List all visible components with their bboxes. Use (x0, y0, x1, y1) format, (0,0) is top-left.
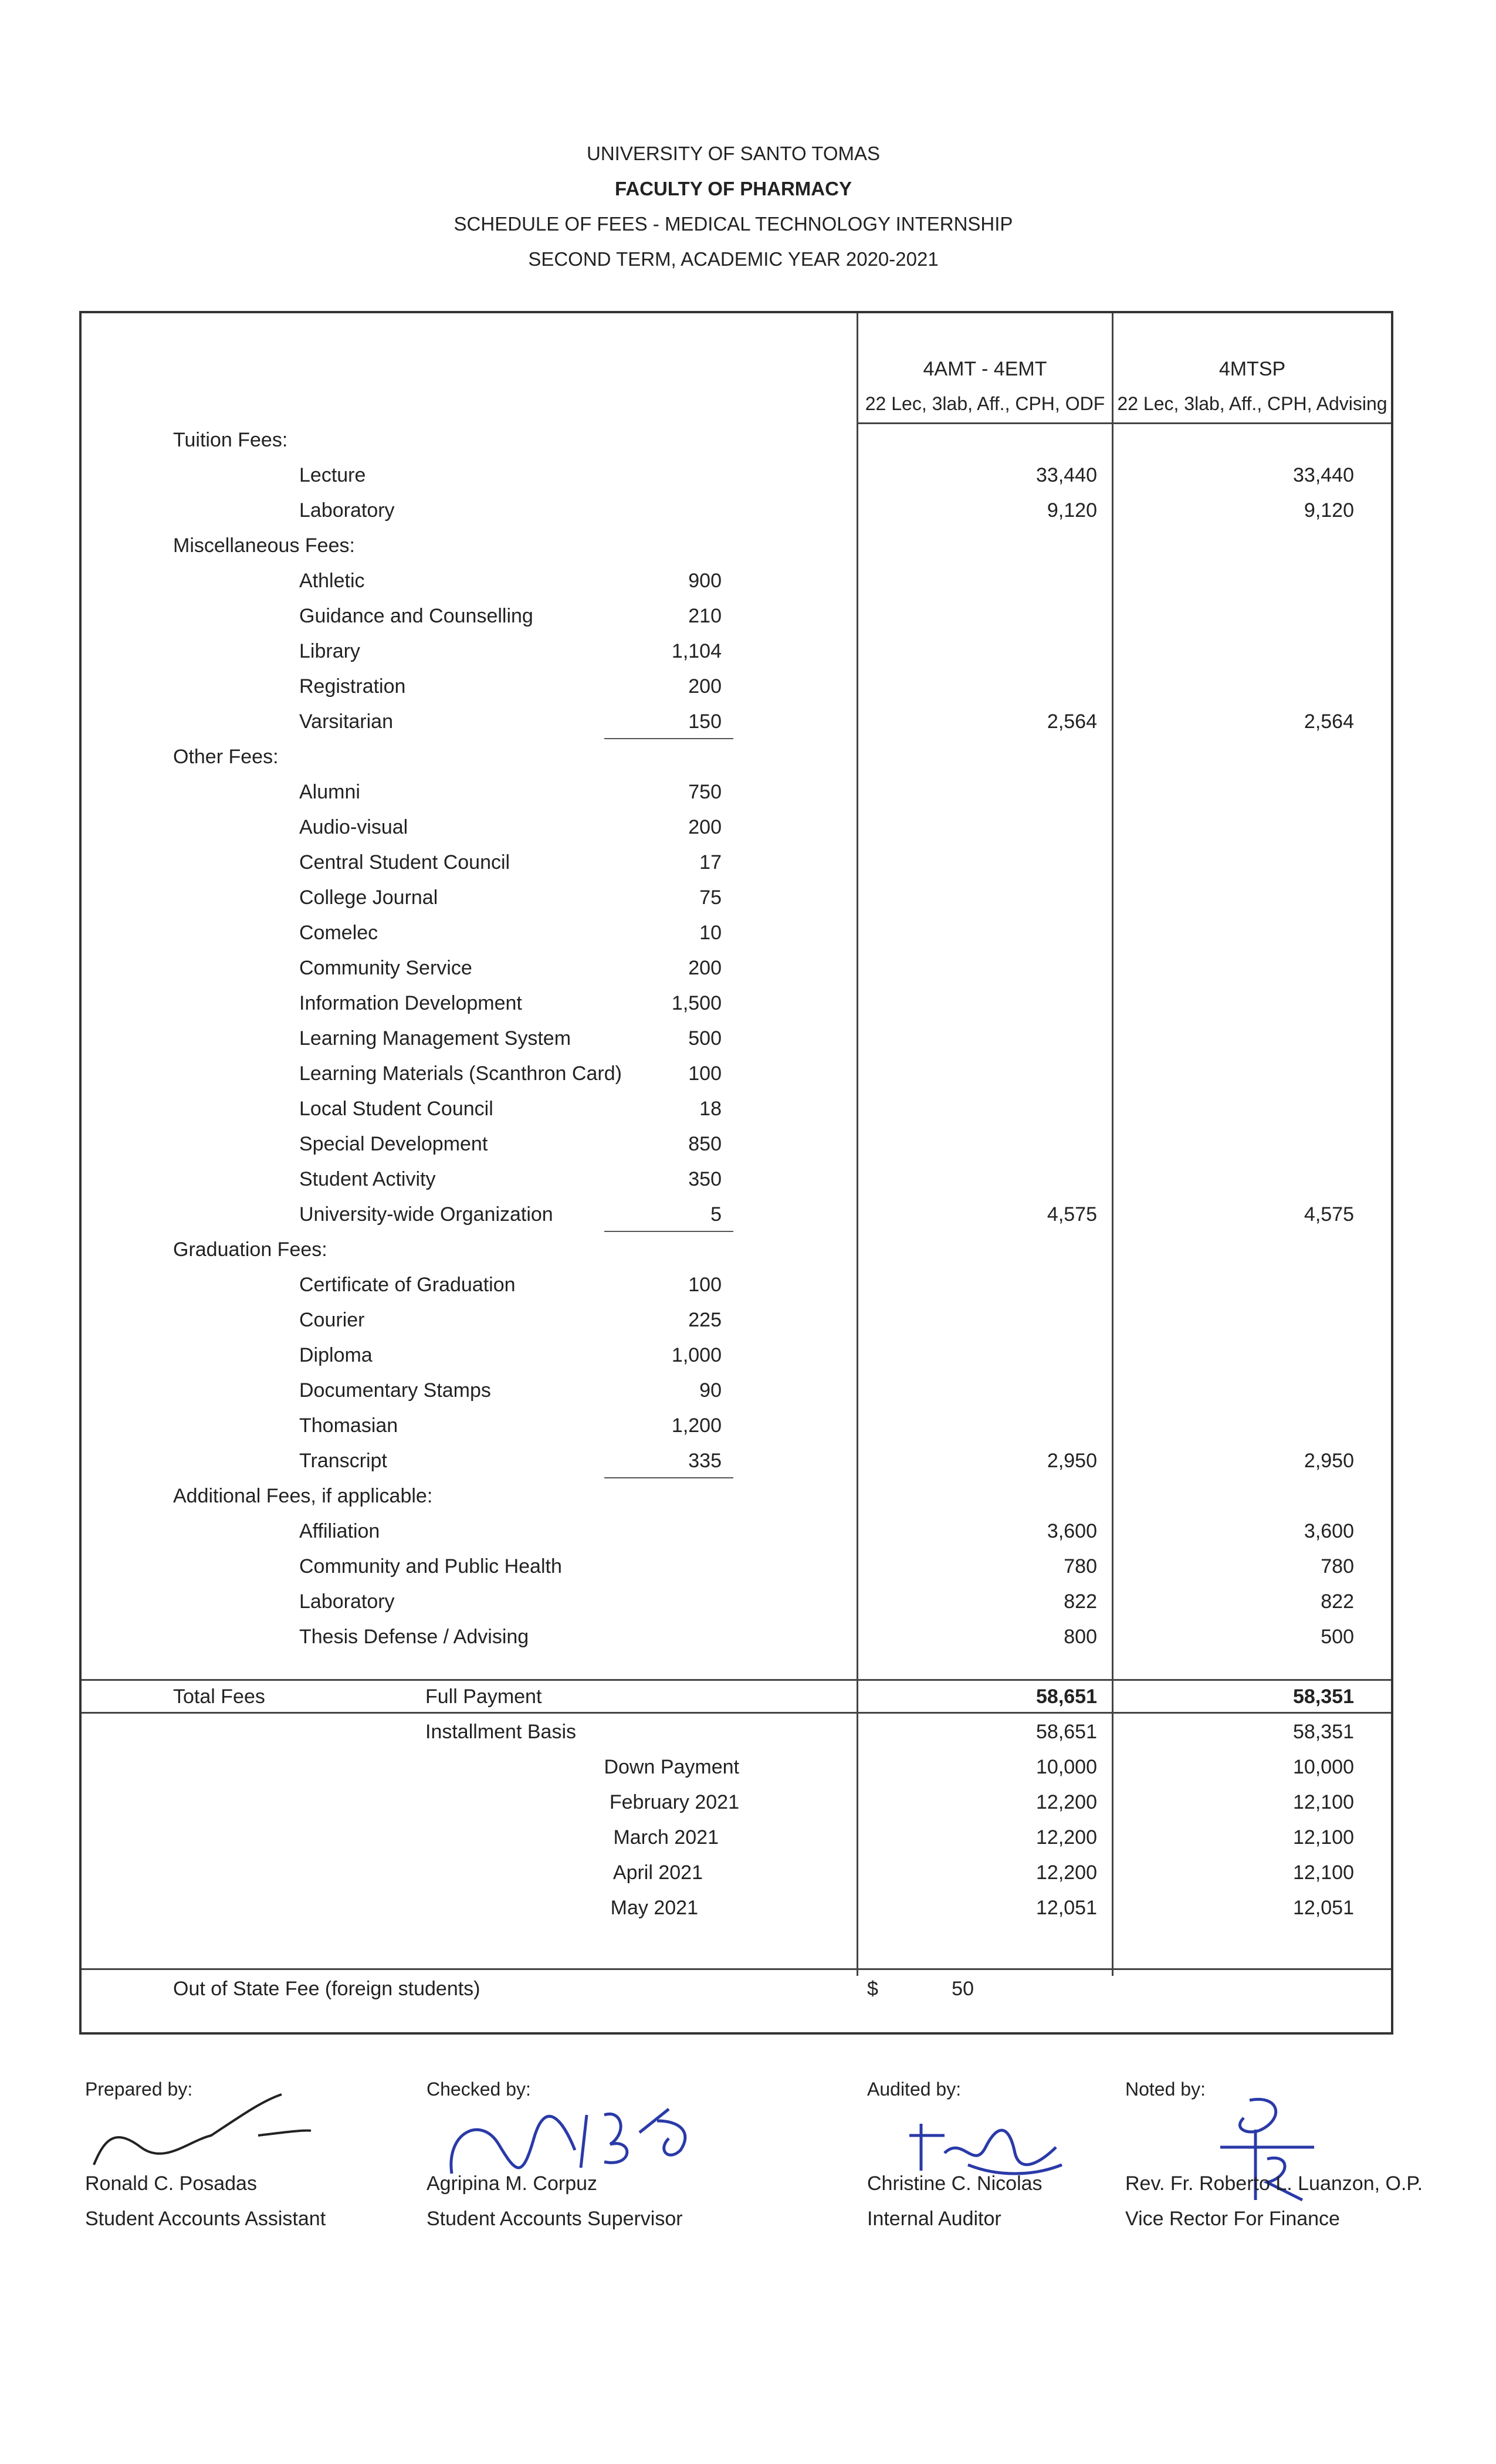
fee-value-b: 822 (1321, 1590, 1354, 1613)
fee-amount: 150 (688, 710, 722, 733)
total-rule-top (82, 1679, 1391, 1681)
fee-amount: 200 (688, 816, 722, 838)
misc-total-a: 2,564 (1047, 710, 1097, 733)
fee-value-b: 500 (1321, 1626, 1354, 1648)
other-total-a: 4,575 (1047, 1203, 1097, 1226)
fee-value-b: 780 (1321, 1555, 1354, 1578)
fee-name: Athletic (299, 570, 365, 592)
noted-by-title: Vice Rector For Finance (1125, 2208, 1340, 2230)
fee-name: Alumni (299, 781, 360, 803)
fee-amount: 225 (688, 1309, 722, 1331)
fee-amount: 100 (688, 1062, 722, 1085)
fee-name: Local Student Council (299, 1098, 493, 1120)
fee-name: Learning Materials (Scanthron Card) (299, 1062, 622, 1085)
fee-amount: 1,200 (671, 1414, 722, 1437)
installment-amount-b: 12,100 (1293, 1826, 1354, 1849)
fee-value-a: 780 (1064, 1555, 1097, 1578)
fee-amount: 5 (710, 1203, 722, 1226)
fee-amount: 18 (699, 1098, 722, 1120)
fee-name: Laboratory (299, 1590, 395, 1613)
fee-amount: 750 (688, 781, 722, 803)
fee-value-a: 33,440 (1036, 464, 1097, 486)
column-b-title: 4MTSP (1219, 358, 1286, 380)
checked-by-label: Checked by: (427, 2079, 531, 2100)
fee-value-b: 9,120 (1304, 499, 1354, 522)
prepared-by-label: Prepared by: (85, 2079, 193, 2100)
installment-rule-bottom (82, 1968, 1391, 1970)
fee-amount: 850 (688, 1133, 722, 1155)
fee-name: Comelec (299, 922, 378, 944)
section-label-tuition: Tuition Fees: (173, 429, 288, 451)
fee-amount: 900 (688, 570, 722, 592)
subtotal-underline (604, 1477, 733, 1478)
column-header-rule (857, 422, 1391, 424)
fee-amount: 17 (699, 851, 722, 874)
other-total-b: 4,575 (1304, 1203, 1354, 1226)
full-payment-a: 58,651 (1036, 1685, 1097, 1708)
full-payment-label: Full Payment (425, 1685, 542, 1708)
misc-total-b: 2,564 (1304, 710, 1354, 733)
column-a-title: 4AMT - 4EMT (923, 358, 1047, 380)
installment-amount-b: 12,051 (1293, 1897, 1354, 1919)
column-b-subtitle: 22 Lec, 3lab, Aff., CPH, Advising (1117, 393, 1387, 414)
installment-period-label: Down Payment (604, 1756, 739, 1778)
installment-amount-b: 12,100 (1293, 1791, 1354, 1813)
prepared-by-title: Student Accounts Assistant (85, 2208, 326, 2230)
fee-name: Thomasian (299, 1414, 398, 1437)
graduation-total-b: 2,950 (1304, 1450, 1354, 1472)
fee-amount: 1,500 (671, 992, 722, 1014)
fee-name: Learning Management System (299, 1027, 571, 1050)
fee-name: Audio-visual (299, 816, 408, 838)
installment-amount-b: 12,100 (1293, 1861, 1354, 1884)
subtotal-underline (604, 738, 733, 739)
fee-name: Affiliation (299, 1520, 380, 1542)
graduation-total-a: 2,950 (1047, 1450, 1097, 1472)
fee-value-a: 9,120 (1047, 499, 1097, 522)
section-label-other: Other Fees: (173, 746, 279, 768)
fee-name: Library (299, 640, 360, 662)
fee-amount: 200 (688, 957, 722, 979)
section-label-misc: Miscellaneous Fees: (173, 534, 355, 557)
fee-name: Transcript (299, 1450, 387, 1472)
fee-amount: 1,104 (671, 640, 722, 662)
checked-by-name: Agripina M. Corpuz (427, 2172, 598, 2195)
noted-by-label: Noted by: (1125, 2079, 1206, 2100)
checked-by-title: Student Accounts Supervisor (427, 2208, 683, 2230)
fee-value-a: 3,600 (1047, 1520, 1097, 1542)
university-name: UNIVERSITY OF SANTO TOMAS (587, 143, 880, 164)
fee-amount: 1,000 (671, 1344, 722, 1366)
installment-a: 58,651 (1036, 1721, 1097, 1743)
fee-name: Certificate of Graduation (299, 1274, 516, 1296)
installment-amount-a: 12,200 (1036, 1826, 1097, 1849)
fee-name: Guidance and Counselling (299, 605, 533, 627)
section-label-additional: Additional Fees, if applicable: (173, 1485, 433, 1507)
fee-name: Community Service (299, 957, 472, 979)
fee-amount: 200 (688, 675, 722, 698)
column-a-subtitle: 22 Lec, 3lab, Aff., CPH, ODF (865, 393, 1105, 414)
installment-amount-a: 10,000 (1036, 1756, 1097, 1778)
fee-name: Laboratory (299, 499, 395, 522)
fee-value-a: 800 (1064, 1626, 1097, 1648)
installment-period-label: April 2021 (612, 1861, 703, 1884)
out-of-state-label: Out of State Fee (foreign students) (173, 1978, 480, 2000)
audited-by-title: Internal Auditor (867, 2208, 1001, 2230)
full-payment-b: 58,351 (1293, 1685, 1354, 1708)
fee-name: Information Development (299, 992, 522, 1014)
total-fees-label: Total Fees (173, 1685, 265, 1708)
term-title: SECOND TERM, ACADEMIC YEAR 2020-2021 (528, 248, 939, 270)
fee-amount: 210 (688, 605, 722, 627)
out-of-state-amount: 50 (952, 1978, 974, 2000)
subtotal-underline (604, 1231, 733, 1232)
out-of-state-currency: $ (867, 1978, 878, 2000)
fee-value-a: 822 (1064, 1590, 1097, 1613)
installment-amount-a: 12,200 (1036, 1861, 1097, 1884)
installment-period-label: May 2021 (610, 1897, 698, 1919)
audited-by-label: Audited by: (867, 2079, 962, 2100)
prepared-by-name: Ronald C. Posadas (85, 2172, 257, 2195)
section-label-graduation: Graduation Fees: (173, 1238, 327, 1261)
installment-amount-a: 12,051 (1036, 1897, 1097, 1919)
signature-nicolas (898, 2100, 1074, 2182)
fee-name: Courier (299, 1309, 365, 1331)
fee-value-b: 33,440 (1293, 464, 1354, 486)
fee-name: Thesis Defense / Advising (299, 1626, 529, 1648)
fee-name: Lecture (299, 464, 366, 486)
fee-name: University-wide Organization (299, 1203, 553, 1226)
noted-by-name: Rev. Fr. Roberto L. Luanzon, O.P. (1125, 2172, 1423, 2195)
fee-name: Central Student Council (299, 851, 510, 874)
faculty-name: FACULTY OF PHARMACY (615, 178, 852, 199)
fee-amount: 350 (688, 1168, 722, 1190)
fee-name: Diploma (299, 1344, 373, 1366)
installment-amount-a: 12,200 (1036, 1791, 1097, 1813)
total-rule-bottom (82, 1712, 1391, 1714)
installment-label: Installment Basis (425, 1721, 576, 1743)
installment-amount-b: 10,000 (1293, 1756, 1354, 1778)
fee-amount: 335 (688, 1450, 722, 1472)
fee-amount: 90 (699, 1379, 722, 1402)
fee-amount: 10 (699, 922, 722, 944)
fee-amount: 75 (699, 886, 722, 909)
installment-period-label: March 2021 (613, 1826, 719, 1849)
signature-posadas (70, 2089, 317, 2177)
installment-b: 58,351 (1293, 1721, 1354, 1743)
fee-name: College Journal (299, 886, 438, 909)
schedule-title: SCHEDULE OF FEES - MEDICAL TECHNOLOGY INTERNSHIP (453, 213, 1013, 235)
fee-name: Special Development (299, 1133, 488, 1155)
fee-name: Varsitarian (299, 710, 393, 733)
fee-amount: 500 (688, 1027, 722, 1050)
fee-name: Community and Public Health (299, 1555, 562, 1578)
fee-name: Documentary Stamps (299, 1379, 491, 1402)
fee-value-b: 3,600 (1304, 1520, 1354, 1542)
installment-period-label: February 2021 (609, 1791, 739, 1813)
fee-name: Student Activity (299, 1168, 436, 1190)
audited-by-name: Christine C. Nicolas (867, 2172, 1043, 2195)
fee-amount: 100 (688, 1274, 722, 1296)
fee-name: Registration (299, 675, 406, 698)
